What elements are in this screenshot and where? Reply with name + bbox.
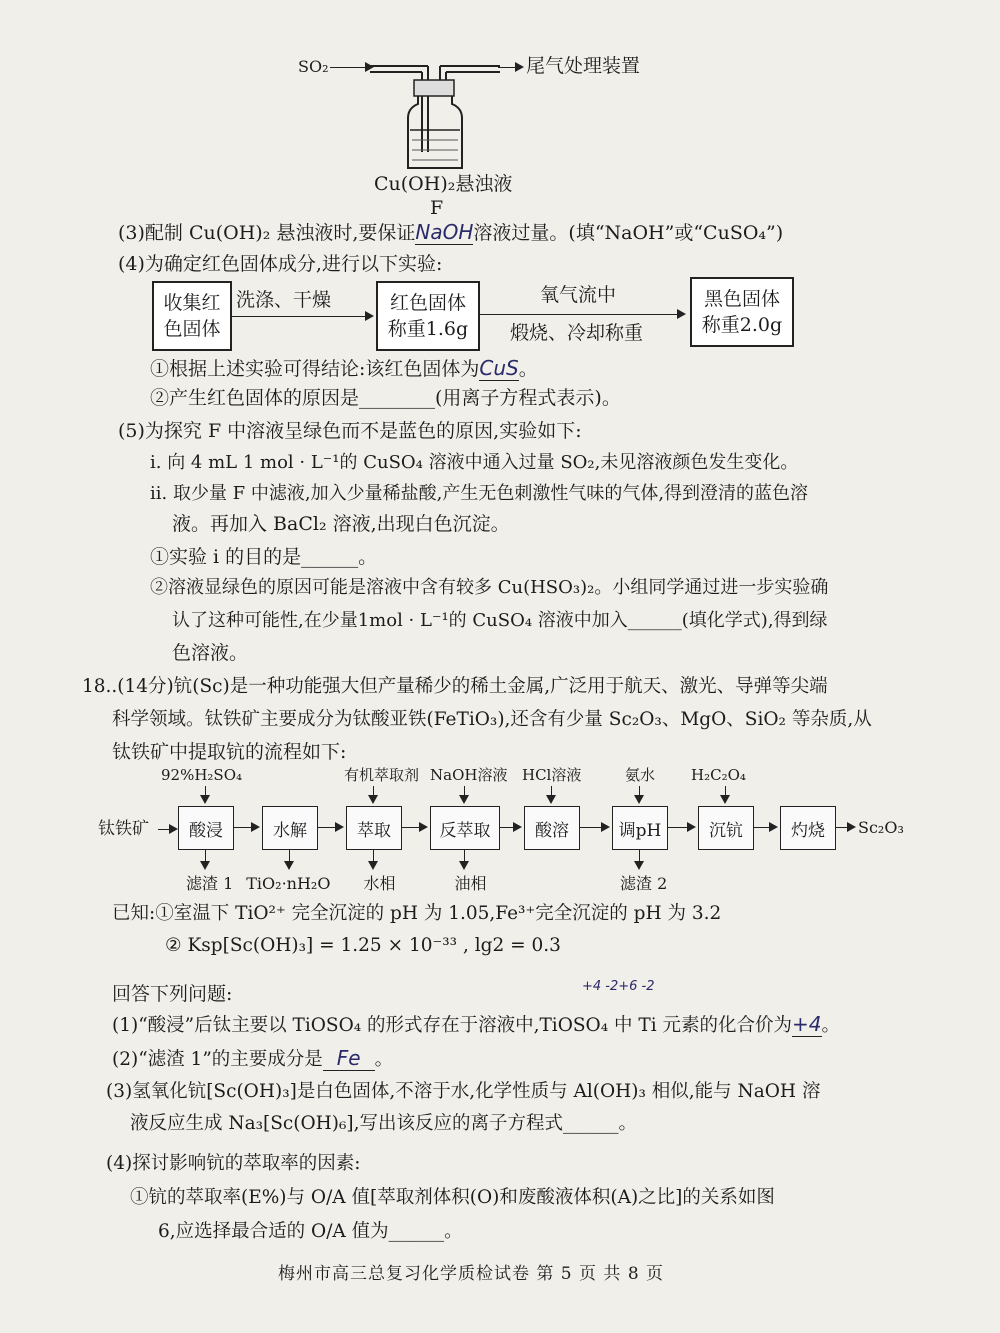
flow-reagent-arrow: [725, 786, 726, 802]
q18-sub3-line2: 液反应生成 Na₃[Sc(OH)₆],写出该反应的离子方程式______。: [130, 1113, 638, 1134]
flow-step-arrow: [318, 827, 342, 828]
flow-step-box: 酸浸: [178, 806, 234, 850]
flow-output-arrow: [289, 850, 290, 868]
flow-reagent-label: 氨水: [625, 766, 656, 784]
q18-intro-line3: 钛铁矿中提取钪的流程如下:: [112, 741, 347, 763]
flow-step-box: 酸溶: [524, 806, 580, 850]
q17-4-1: [150, 356, 538, 381]
flow-reagent-label: 有机萃取剂: [344, 766, 420, 784]
flow-box-black-solid: [690, 277, 794, 347]
suspension-label: Cu(OH)₂悬浊液: [374, 173, 513, 195]
flow-arrow1-label: 洗涤、干燥: [236, 289, 332, 311]
q18-sub1-end: 。: [821, 1015, 841, 1036]
flow-box-red-solid-line1: 红色固体: [389, 292, 466, 314]
q18-intro-line2: 科学领域。钛铁矿主要成分为钛酸亚铁(FeTiO₃),还含有少量 Sc₂O₃、MgO、SiO₂ 等杂质,从: [112, 709, 872, 730]
flow-step-box: 水解: [262, 806, 318, 850]
q18-sub3-line1: (3)氢氧化钪[Sc(OH)₃]是白色固体,不溶于水,化学性质与 Al(OH)₃ 相似,能与 NaOH 溶: [106, 1081, 821, 1102]
q18-known-2: ② Ksp[Sc(OH)₃] = 1.25 × 10⁻³³ , lg2 = 0.3: [165, 935, 561, 956]
flow-box-collect: [152, 281, 232, 351]
gas-washing-bottle: [370, 52, 500, 172]
outlet-arrow: [498, 67, 522, 68]
flow-reagent-arrow: [373, 786, 374, 802]
flow-step-arrow: [754, 827, 776, 828]
flow-reagent-label: NaOH溶液: [430, 766, 508, 784]
flow-step-box: 反萃取: [430, 806, 500, 850]
flow-arrow2-top-label: 氧气流中: [540, 284, 617, 306]
flow-box-collect-line1: 收集红: [163, 292, 221, 314]
flow-output-arrow: [205, 850, 206, 868]
q18-sub1-answer: +4: [792, 1012, 822, 1036]
q18-known-1: 已知:①室温下 TiO²⁺ 完全沉淀的 pH 为 1.05,Fe³⁺完全沉淀的 pH 为 3.2: [112, 903, 722, 924]
flow-box-black-solid-line1: 黑色固体: [703, 288, 780, 310]
flow-arrow2-bottom-label: 煅烧、冷却称重: [510, 322, 644, 344]
flow-output-arrow: [639, 850, 640, 868]
q17-3-text-b: 溶液过量。(填“NaOH”或“CuSO₄”): [473, 222, 784, 244]
flow-step-arrow: [402, 827, 426, 828]
q18-sub2-answer: Fe: [323, 1046, 375, 1071]
q18-intro-line1: 18..(14分)钪(Sc)是一种功能强大但产量稀少的稀土金属,广泛用于航天、激光、导弹等尖端: [82, 676, 828, 697]
flow-box-black-solid-line2: 称重2.0g: [701, 314, 783, 336]
apparatus-letter: F: [430, 197, 444, 219]
flow-step-arrow: [234, 827, 258, 828]
q17-part4-heading: (4)为确定红色固体成分,进行以下实验:: [118, 253, 443, 275]
flow-product-arrow: [836, 827, 854, 828]
q18-sub2-end: 。: [374, 1049, 394, 1070]
flow-reagent-arrow: [205, 786, 206, 802]
flow-reagent-label: 92%H₂SO₄: [161, 766, 243, 784]
flow-product-label: Sc₂O₃: [858, 818, 904, 837]
flow-output-label: 滤渣 2: [620, 874, 668, 893]
q17-5-2-line1: ②溶液显绿色的原因可能是溶液中含有较多 Cu(HSO₃)₂。小组同学通过进一步实验确: [150, 577, 829, 598]
q17-4-2: ②产生红色固体的原因是________(用离子方程式表示)。: [150, 387, 621, 409]
q18-sub2: [112, 1046, 393, 1072]
flow-step-arrow: [668, 827, 694, 828]
flow-output-label: 滤渣 1: [186, 874, 234, 893]
flow-step-box: 调pH: [612, 806, 668, 850]
q18-sub1-text: (1)“酸浸”后钛主要以 TiOSO₄ 的形式存在于溶液中,TiOSO₄ 中 Ti 元素的化合价为: [112, 1015, 793, 1036]
q17-4-1-answer: CuS: [479, 356, 519, 380]
flow-reagent-label: HCl溶液: [522, 766, 582, 784]
q17-5-i: i. 向 4 mL 1 mol · L⁻¹的 CuSO₄ 溶液中通入过量 SO₂,未见溶液颜色发生变化。: [150, 452, 799, 473]
tail-gas-device-label: 尾气处理装置: [526, 55, 641, 77]
flow-output-label: TiO₂·nH₂O: [246, 874, 331, 893]
so2-inlet-label: SO₂: [298, 57, 329, 76]
flow-box-red-solid-line2: 称重1.6g: [387, 318, 469, 340]
q17-5-ii-line1: ii. 取少量 F 中滤液,加入少量稀盐酸,产生无色刺激性气味的气体,得到澄清的蓝色溶: [150, 483, 809, 504]
flow-output-arrow: [373, 850, 374, 868]
q18-answer-intro: 回答下列问题:: [112, 983, 233, 1005]
q17-part3: [118, 220, 783, 245]
flow-arrow2: [480, 314, 684, 315]
flow-step-box: 萃取: [346, 806, 402, 850]
flow-step-box: 沉钪: [698, 806, 754, 850]
q17-5-2-line3: 色溶液。: [172, 642, 249, 664]
flow-step-arrow: [580, 827, 608, 828]
flow-output-label: 油相: [454, 874, 487, 893]
q17-5-1: ①实验 i 的目的是______。: [150, 546, 378, 568]
q17-5-ii-line2: 液。再加入 BaCl₂ 溶液,出现白色沉淀。: [172, 513, 510, 535]
q18-sub4-line2: 6,应选择最合适的 O/A 值为______。: [158, 1221, 463, 1242]
flow-reagent-label: H₂C₂O₄: [691, 766, 746, 784]
flow-step-box: 灼烧: [780, 806, 836, 850]
flow-output-arrow: [464, 850, 465, 868]
q17-3-text-a: (3)配制 Cu(OH)₂ 悬浊液时,要保证: [118, 222, 416, 244]
flow-arrow1: [232, 316, 372, 317]
inlet-arrow: [330, 67, 372, 68]
q17-part5-heading: (5)为探究 F 中溶液呈绿色而不是蓝色的原因,实验如下:: [118, 420, 582, 442]
flow-output-label: 水相: [363, 874, 396, 893]
q18-sub2-text: (2)“滤渣 1”的主要成分是: [112, 1049, 323, 1070]
q17-4-1-end: 。: [518, 358, 538, 380]
flow-reagent-arrow: [639, 786, 640, 802]
flow-start-label: 钛铁矿: [98, 819, 149, 839]
q18-sub4-heading: (4)探讨影响钪的萃取率的因素:: [106, 1153, 361, 1174]
q18-sub4-line1: ①钪的萃取率(E%)与 O/A 值[萃取剂体积(O)和废酸液体积(A)之比]的关系如图: [130, 1187, 775, 1208]
q18-sub1: [112, 1012, 840, 1038]
q17-5-2-line2: 认了这种可能性,在少量1mol · L⁻¹的 CuSO₄ 溶液中加入______(填化学式),得到绿: [172, 610, 828, 631]
flow-step-arrow: [500, 827, 520, 828]
q17-3-answer: NaOH: [415, 220, 474, 244]
flow-box-red-solid: [376, 281, 480, 351]
flow-start-arrow: [158, 829, 176, 830]
flow-reagent-arrow: [551, 786, 552, 802]
flow-box-collect-line2: 色固体: [163, 318, 221, 340]
q17-4-1-text: ①根据上述实验可得结论:该红色固体为: [150, 358, 480, 380]
flow-reagent-arrow: [464, 786, 465, 802]
handwritten-scribble: +4 -2+6 -2: [582, 979, 655, 994]
page-footer: 梅州市高三总复习化学质检试卷 第 5 页 共 8 页: [278, 1264, 665, 1284]
